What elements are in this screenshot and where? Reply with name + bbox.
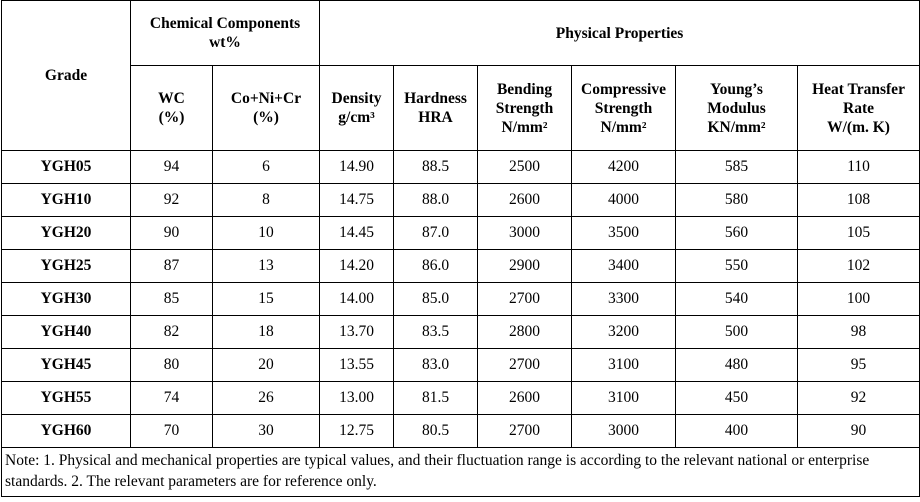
co-ni-cr-cell: 15	[213, 283, 320, 316]
table-row	[2, 382, 920, 415]
compressive-strength-cell: 3200	[572, 316, 676, 349]
hardness-cell: 87.0	[394, 217, 478, 250]
header-line: wt%	[209, 34, 241, 51]
bending-strength-cell: 2700	[478, 415, 572, 448]
table-row	[2, 217, 920, 250]
co-ni-cr-cell: 20	[213, 349, 320, 382]
heat-transfer-rate-cell: 90	[798, 415, 920, 448]
header-line: Heat Transfer	[812, 80, 905, 98]
co-ni-cr-cell: 26	[213, 382, 320, 415]
header-line: W/(m. K)	[827, 118, 890, 136]
heat-transfer-rate-cell: 98	[798, 316, 920, 349]
bending-strength-cell: 2500	[478, 151, 572, 184]
density-header	[320, 66, 394, 151]
hardness-cell: 83.5	[394, 316, 478, 349]
grade-cell: YGH40	[2, 316, 131, 349]
wc-cell: 70	[131, 415, 213, 448]
density-cell: 12.75	[320, 415, 394, 448]
heat-transfer-rate-cell: 92	[798, 382, 920, 415]
bending-strength-cell: 2900	[478, 250, 572, 283]
chemical-components-header	[131, 1, 320, 66]
youngs-modulus-cell: 450	[676, 382, 798, 415]
header-line: g/cm³	[338, 109, 375, 126]
header-row-groups	[2, 1, 920, 66]
compressive-strength-header	[572, 66, 676, 151]
compressive-strength-cell: 3500	[572, 217, 676, 250]
heat-transfer-rate-cell: 110	[798, 151, 920, 184]
grade-properties-table	[1, 0, 920, 497]
table-row	[2, 184, 920, 217]
wc-cell: 82	[131, 316, 213, 349]
heat-transfer-rate-cell: 105	[798, 217, 920, 250]
bending-strength-header	[478, 66, 572, 151]
compressive-strength-cell: 3100	[572, 382, 676, 415]
wc-cell: 90	[131, 217, 213, 250]
grade-cell: YGH05	[2, 151, 131, 184]
grade-cell: YGH45	[2, 349, 131, 382]
heat-transfer-rate-cell: 100	[798, 283, 920, 316]
hardness-cell: 80.5	[394, 415, 478, 448]
header-line: Strength	[495, 99, 554, 117]
wc-cell: 92	[131, 184, 213, 217]
youngs-modulus-cell: 500	[676, 316, 798, 349]
youngs-modulus-cell: 580	[676, 184, 798, 217]
header-line: Compressive	[581, 80, 666, 98]
grade-cell: YGH20	[2, 217, 131, 250]
wc-header	[131, 66, 213, 151]
table-row	[2, 316, 920, 349]
note-row	[2, 448, 920, 497]
bending-strength-cell: 2700	[478, 349, 572, 382]
hardness-cell: 81.5	[394, 382, 478, 415]
co-ni-cr-cell: 8	[213, 184, 320, 217]
note-text: Note: 1. Physical and mechanical properties are typical values, and their fluctuation range is according to the relevant national or enterprise standards. 2. The relevant parameters are for reference only.	[2, 448, 920, 497]
heat-transfer-rate-cell: 95	[798, 349, 920, 382]
grade-cell: YGH25	[2, 250, 131, 283]
compressive-strength-cell: 3300	[572, 283, 676, 316]
grade-cell: YGH60	[2, 415, 131, 448]
bending-strength-cell: 2800	[478, 316, 572, 349]
youngs-modulus-header	[676, 66, 798, 151]
table-body	[2, 151, 920, 448]
youngs-modulus-cell: 560	[676, 217, 798, 250]
youngs-modulus-cell: 585	[676, 151, 798, 184]
header-line: Chemical Components	[149, 15, 301, 32]
density-cell: 14.45	[320, 217, 394, 250]
compressive-strength-cell: 3000	[572, 415, 676, 448]
header-row-columns	[2, 66, 920, 151]
header-line: Co+Ni+Cr	[230, 90, 302, 107]
header-line: KN/mm²	[707, 118, 766, 136]
grade-cell: YGH30	[2, 283, 131, 316]
table-row	[2, 415, 920, 448]
bending-strength-cell: 2600	[478, 382, 572, 415]
header-line: N/mm²	[600, 118, 647, 136]
header-line: Strength	[594, 99, 653, 117]
header-line: (%)	[253, 109, 279, 126]
heat-transfer-rate-header	[798, 66, 920, 151]
youngs-modulus-cell: 550	[676, 250, 798, 283]
wc-cell: 80	[131, 349, 213, 382]
compressive-strength-cell: 3400	[572, 250, 676, 283]
youngs-modulus-cell: 400	[676, 415, 798, 448]
header-line: Density	[331, 90, 382, 107]
co-ni-cr-cell: 13	[213, 250, 320, 283]
density-cell: 14.75	[320, 184, 394, 217]
wc-cell: 85	[131, 283, 213, 316]
heat-transfer-rate-cell: 108	[798, 184, 920, 217]
density-cell: 13.55	[320, 349, 394, 382]
grade-cell: YGH55	[2, 382, 131, 415]
header-line: N/mm²	[501, 118, 548, 136]
table-row	[2, 283, 920, 316]
density-cell: 13.00	[320, 382, 394, 415]
hardness-header	[394, 66, 478, 151]
youngs-modulus-cell: 540	[676, 283, 798, 316]
header-line: Bending	[496, 80, 553, 98]
heat-transfer-rate-cell: 102	[798, 250, 920, 283]
grade-cell: YGH10	[2, 184, 131, 217]
youngs-modulus-cell: 480	[676, 349, 798, 382]
wc-cell: 87	[131, 250, 213, 283]
header-line: (%)	[158, 109, 185, 126]
header-line: HRA	[418, 109, 453, 126]
density-cell: 14.20	[320, 250, 394, 283]
compressive-strength-cell: 4200	[572, 151, 676, 184]
hardness-cell: 85.0	[394, 283, 478, 316]
header-line: Hardness	[404, 90, 467, 107]
header-line: WC	[158, 90, 185, 107]
table-row	[2, 349, 920, 382]
header-line: Modulus	[707, 99, 766, 117]
density-cell: 13.70	[320, 316, 394, 349]
bending-strength-cell: 2600	[478, 184, 572, 217]
hardness-cell: 86.0	[394, 250, 478, 283]
compressive-strength-cell: 3100	[572, 349, 676, 382]
co-ni-cr-header	[213, 66, 320, 151]
grade-header: Grade	[2, 1, 131, 151]
bending-strength-cell: 2700	[478, 283, 572, 316]
density-cell: 14.90	[320, 151, 394, 184]
co-ni-cr-cell: 10	[213, 217, 320, 250]
co-ni-cr-cell: 6	[213, 151, 320, 184]
table-row	[2, 151, 920, 184]
physical-properties-header: Physical Properties	[320, 1, 920, 66]
hardness-cell: 88.5	[394, 151, 478, 184]
wc-cell: 94	[131, 151, 213, 184]
header-line: Young’s	[710, 80, 763, 98]
co-ni-cr-cell: 30	[213, 415, 320, 448]
header-line: Rate	[843, 99, 875, 117]
bending-strength-cell: 3000	[478, 217, 572, 250]
hardness-cell: 83.0	[394, 349, 478, 382]
co-ni-cr-cell: 18	[213, 316, 320, 349]
table-row	[2, 250, 920, 283]
wc-cell: 74	[131, 382, 213, 415]
density-cell: 14.00	[320, 283, 394, 316]
hardness-cell: 88.0	[394, 184, 478, 217]
compressive-strength-cell: 4000	[572, 184, 676, 217]
